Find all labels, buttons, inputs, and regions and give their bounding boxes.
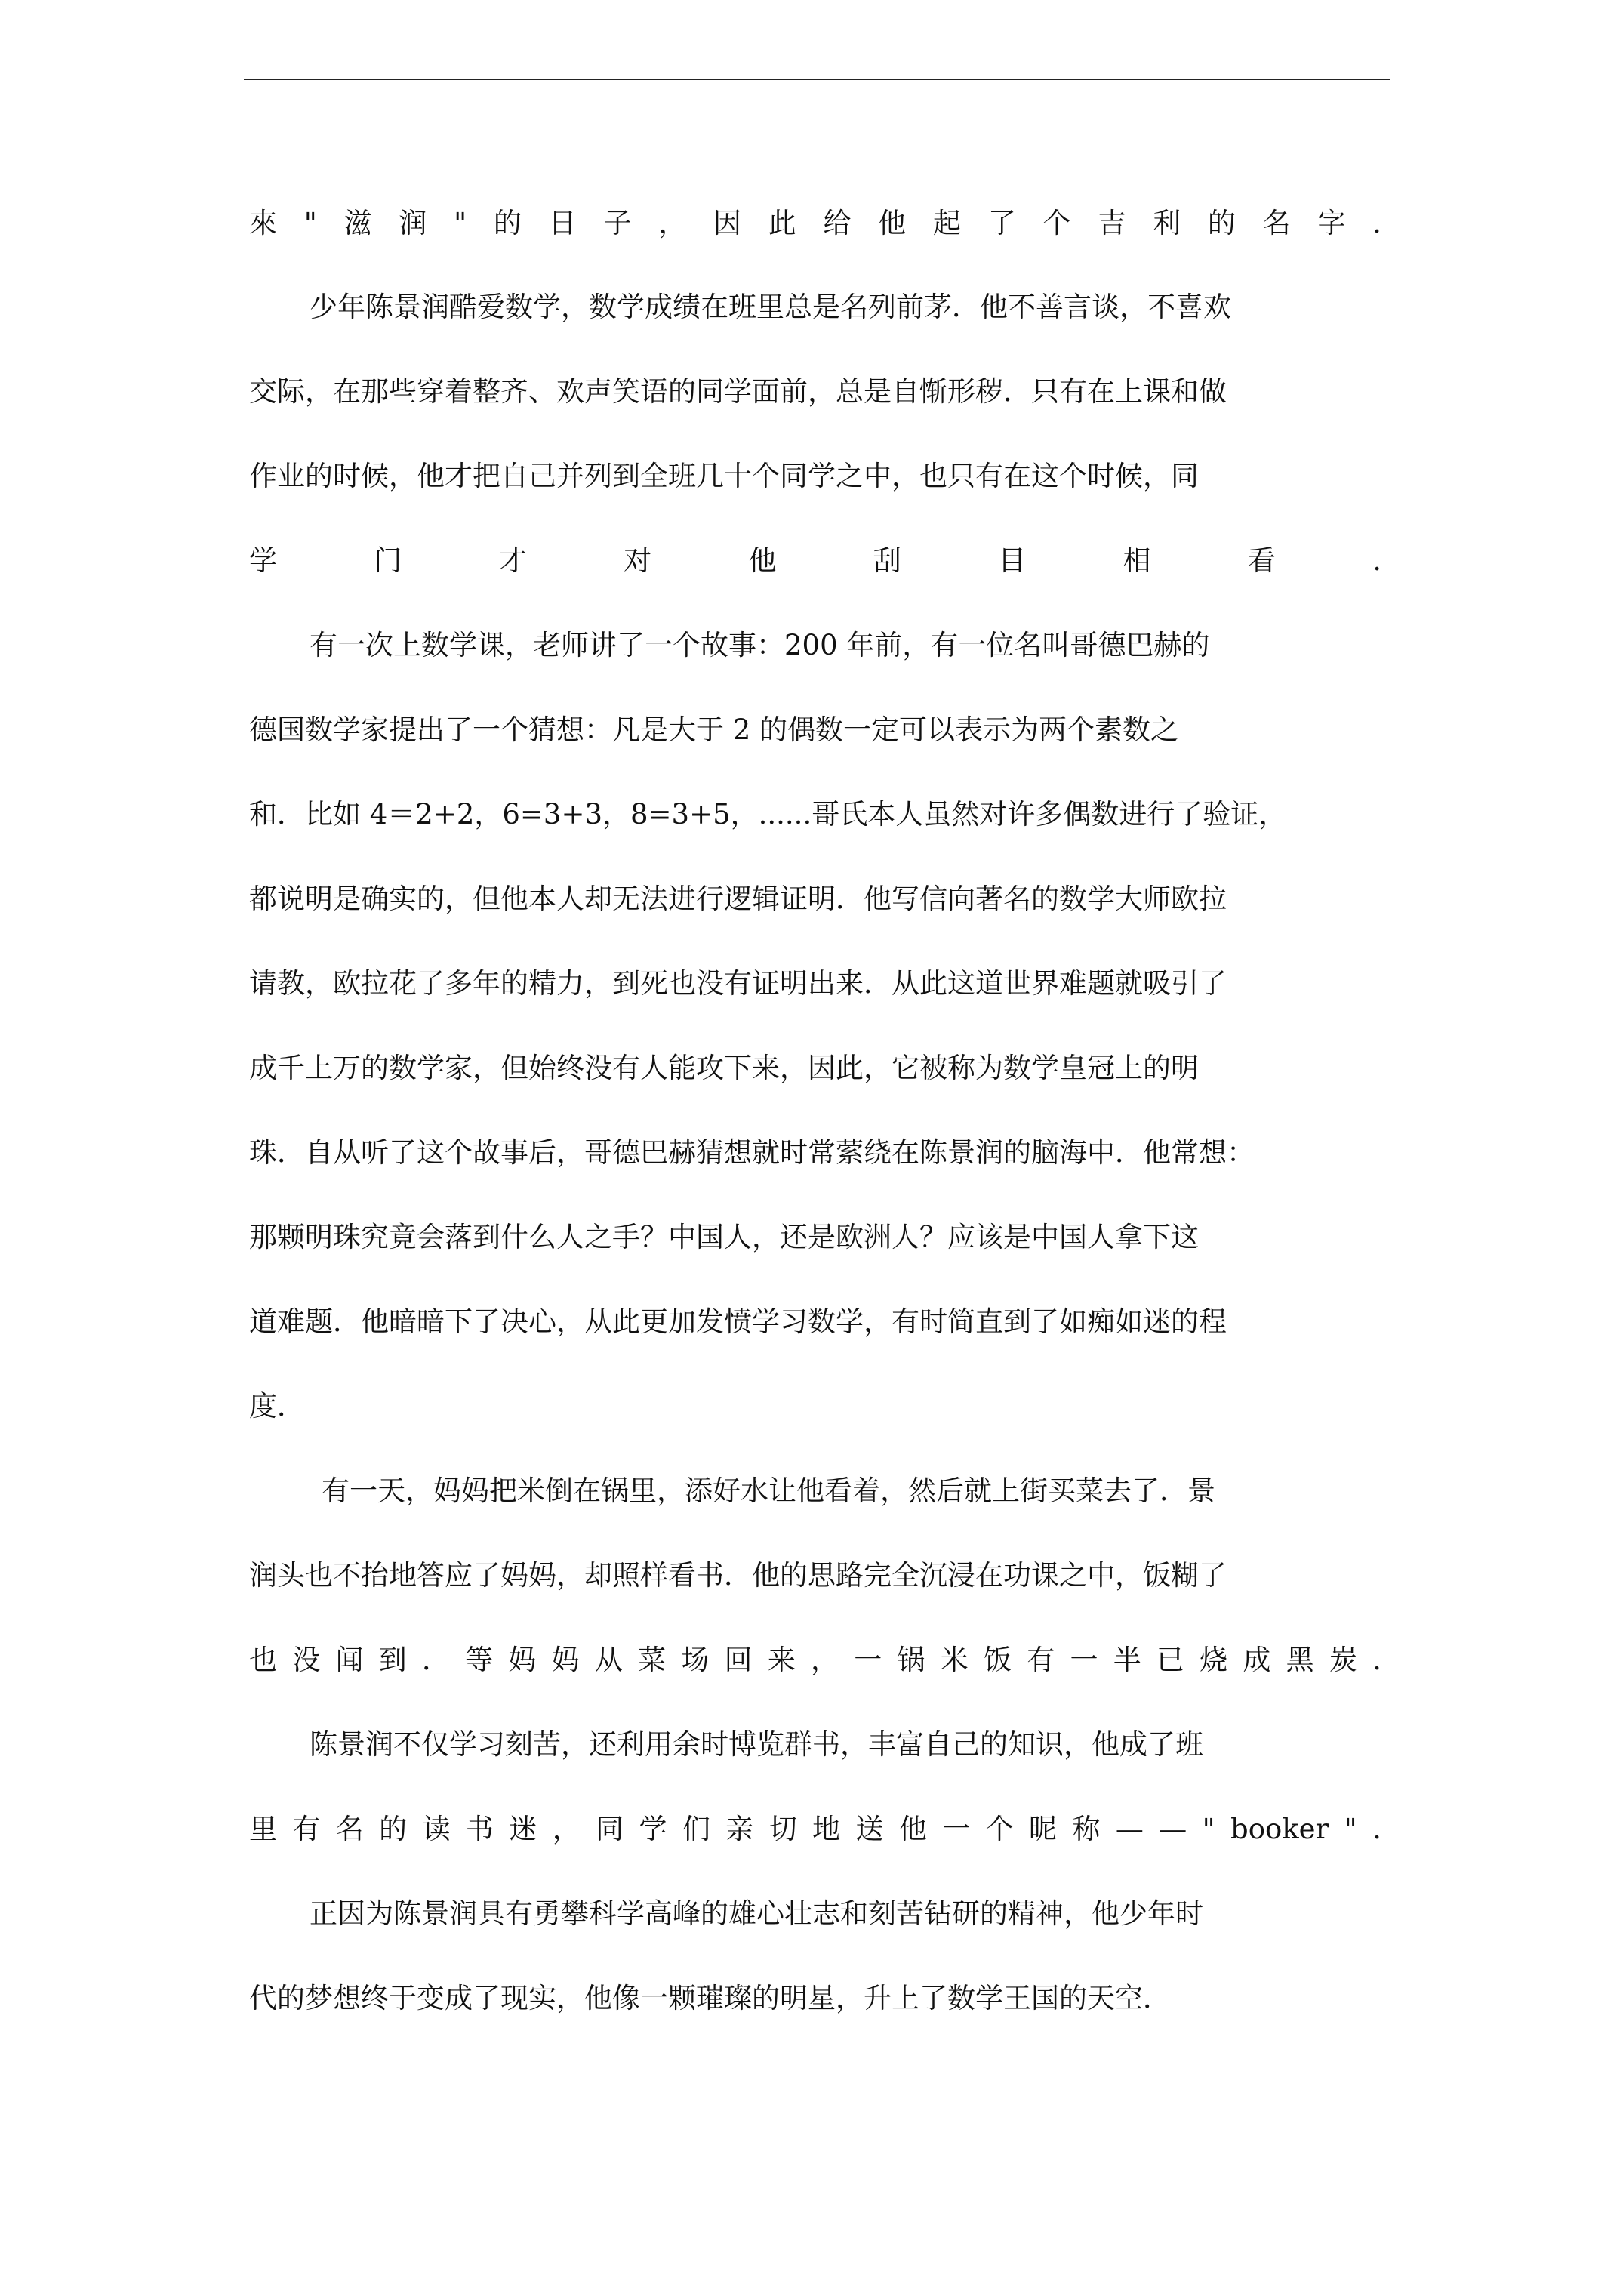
text-line-1: 來 " 滋 润 " 的 日 子 ， 因 此 给 他 起 了 个 吉 利 的 名 字 .: [249, 207, 1381, 239]
text-line-15: 度．: [249, 1390, 305, 1422]
text-line-5: 学 门 才 对 他 刮 目 相 看 .: [249, 544, 1381, 577]
text-line-8: 和．比如 4＝2+2，6=3+3，8=3+5，......哥氏本人虽然对许多偶数进行了验证，: [249, 798, 1287, 831]
text-line-17: 润头也不抬地答应了妈妈，却照样看书．他的思路完全沉浸在功课之中，饭糊了: [249, 1559, 1227, 1592]
text-line-3: 交际，在那些穿着整齐、欢声笑语的同学面前，总是自惭形秽．只有在上课和做: [249, 375, 1227, 408]
text-line-14: 道难题．他暗暗下了决心，从此更加发愤学习数学，有时简直到了如痴如迷的程: [249, 1305, 1227, 1338]
text-line-2: 少年陈景润酷爱数学，数学成绩在班里总是名列前茅．他不善言谈，不喜欢: [310, 291, 1231, 323]
text-line-10: 请教，欧拉花了多年的精力，到死也没有证明出来．从此这道世界难题就吸引了: [249, 967, 1227, 1000]
text-line-11: 成千上万的数学家，但始终没有人能攻下来，因此，它被称为数学皇冠上的明: [249, 1052, 1199, 1084]
text-line-6: 有一次上数学课，老师讲了一个故事：200 年前，有一位名叫哥德巴赫的: [310, 629, 1210, 661]
text-line-12: 珠．自从听了这个故事后，哥德巴赫猜想就时常萦绕在陈景润的脑海中．他常想：: [249, 1136, 1255, 1169]
text-line-13: 那颗明珠究竟会落到什么人之手？中国人，还是欧洲人？应该是中国人拿下这: [249, 1221, 1199, 1253]
text-line-19: 陈景润不仅学习刻苦，还利用余时博览群书，丰富自己的知识，他成了班: [310, 1728, 1203, 1761]
text-line-21: 正因为陈景润具有勇攀科学高峰的雄心壮志和刻苦钻研的精神，他少年时: [310, 1897, 1203, 1930]
text-line-7: 德国数学家提出了一个猜想：凡是大于 2 的偶数一定可以表示为两个素数之: [249, 713, 1179, 746]
text-line-20: 里 有 名 的 读 书 迷 ， 同 学 们 亲 切 地 送 他 一 个 昵 称 — — " booker " .: [249, 1813, 1381, 1845]
text-line-22: 代的梦想终于变成了现实，他像一颗璀璨的明星，升上了数学王国的天空．: [249, 1982, 1171, 2014]
text-line-16: 有一天，妈妈把米倒在锅里，添好水让他看着，然后就上街买菜去了．景: [322, 1475, 1215, 1507]
header-rule: [244, 79, 1390, 80]
text-line-9: 都说明是确实的，但他本人却无法进行逻辑证明．他写信向著名的数学大师欧拉: [249, 883, 1227, 915]
text-line-4: 作业的时候，他才把自己并列到全班几十个同学之中，也只有在这个时候，同: [249, 460, 1199, 492]
text-line-18: 也 没 闻 到 ． 等 妈 妈 从 菜 场 回 来 ， 一 锅 米 饭 有 一 半 已 烧 成 黑 炭 .: [249, 1644, 1381, 1676]
